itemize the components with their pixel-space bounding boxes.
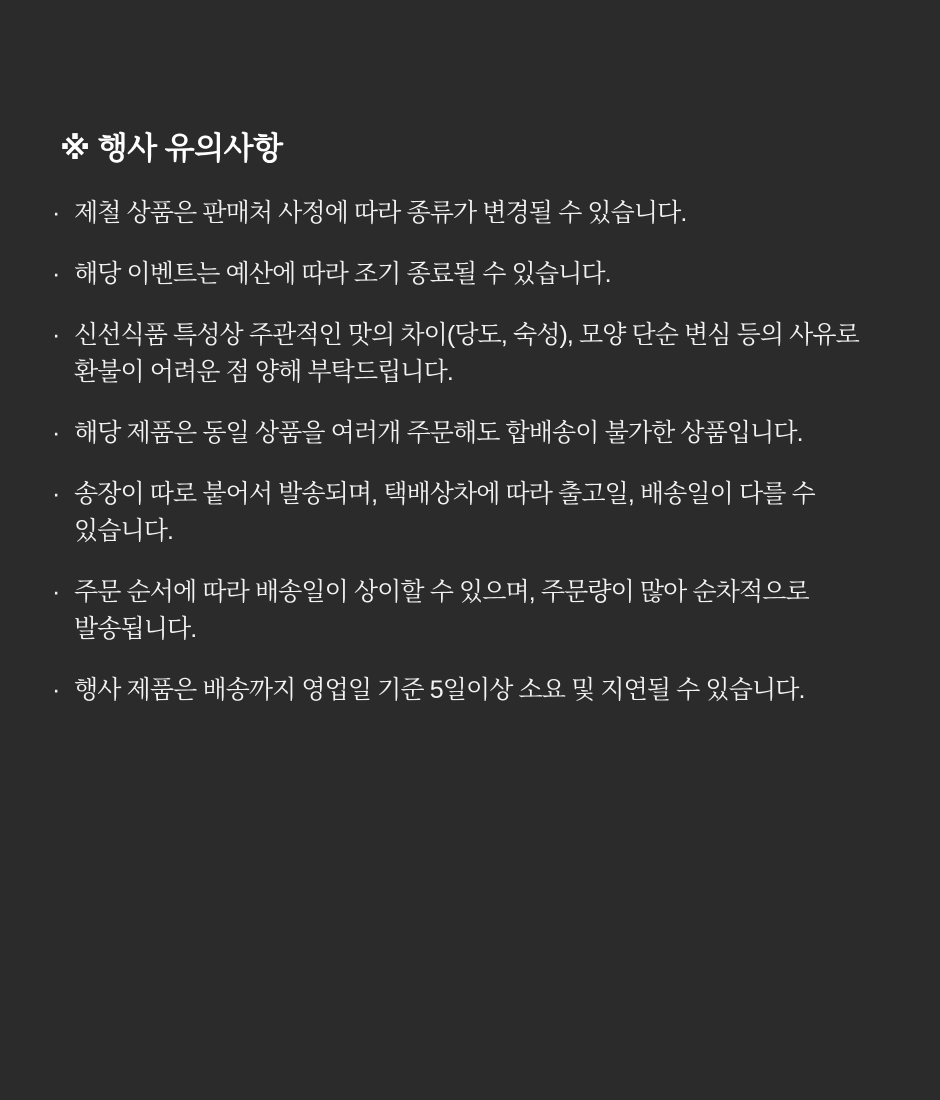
list-item: [52, 317, 890, 391]
bullet-icon: ·: [52, 199, 60, 228]
list-item-text: 신선식품 특성상 주관적인 맛의 차이(당도, 숙성), 모양 단순 변심 등의 사유로 환불이 어려운 점 양해 부탁드립니다.: [74, 321, 859, 387]
list-item-text: 송장이 따로 붙어서 발송되며, 택배상차에 따라 출고일, 배송일이 다를 수 있습니다.: [74, 480, 815, 546]
list-item: [52, 476, 890, 550]
list-item-text: 제철 상품은 판매처 사정에 따라 종류가 변경될 수 있습니다.: [74, 199, 687, 228]
list-item: [52, 672, 890, 709]
bullet-icon: ·: [52, 578, 60, 607]
bullet-icon: ·: [52, 676, 60, 705]
notice-list: [52, 195, 890, 709]
list-item-text: 행사 제품은 배송까지 영업일 기준 5일이상 소요 및 지연될 수 있습니다.: [74, 676, 805, 705]
bullet-icon: ·: [52, 480, 60, 509]
page-title: ※ 행사 유의사항: [60, 131, 283, 166]
list-item: [52, 574, 890, 648]
list-item: [52, 415, 890, 452]
list-item-text: 해당 제품은 동일 상품을 여러개 주문해도 합배송이 불가한 상품입니다.: [74, 419, 803, 448]
bullet-icon: ·: [52, 419, 60, 448]
list-item-text: 해당 이벤트는 예산에 따라 조기 종료될 수 있습니다.: [74, 260, 611, 289]
list-item: [52, 195, 890, 232]
bullet-icon: ·: [52, 260, 60, 289]
bullet-icon: ·: [52, 321, 60, 350]
list-item: [52, 256, 890, 293]
list-item-text: 주문 순서에 따라 배송일이 상이할 수 있으며, 주문량이 많아 순차적으로 발송됩니다.: [74, 578, 809, 644]
